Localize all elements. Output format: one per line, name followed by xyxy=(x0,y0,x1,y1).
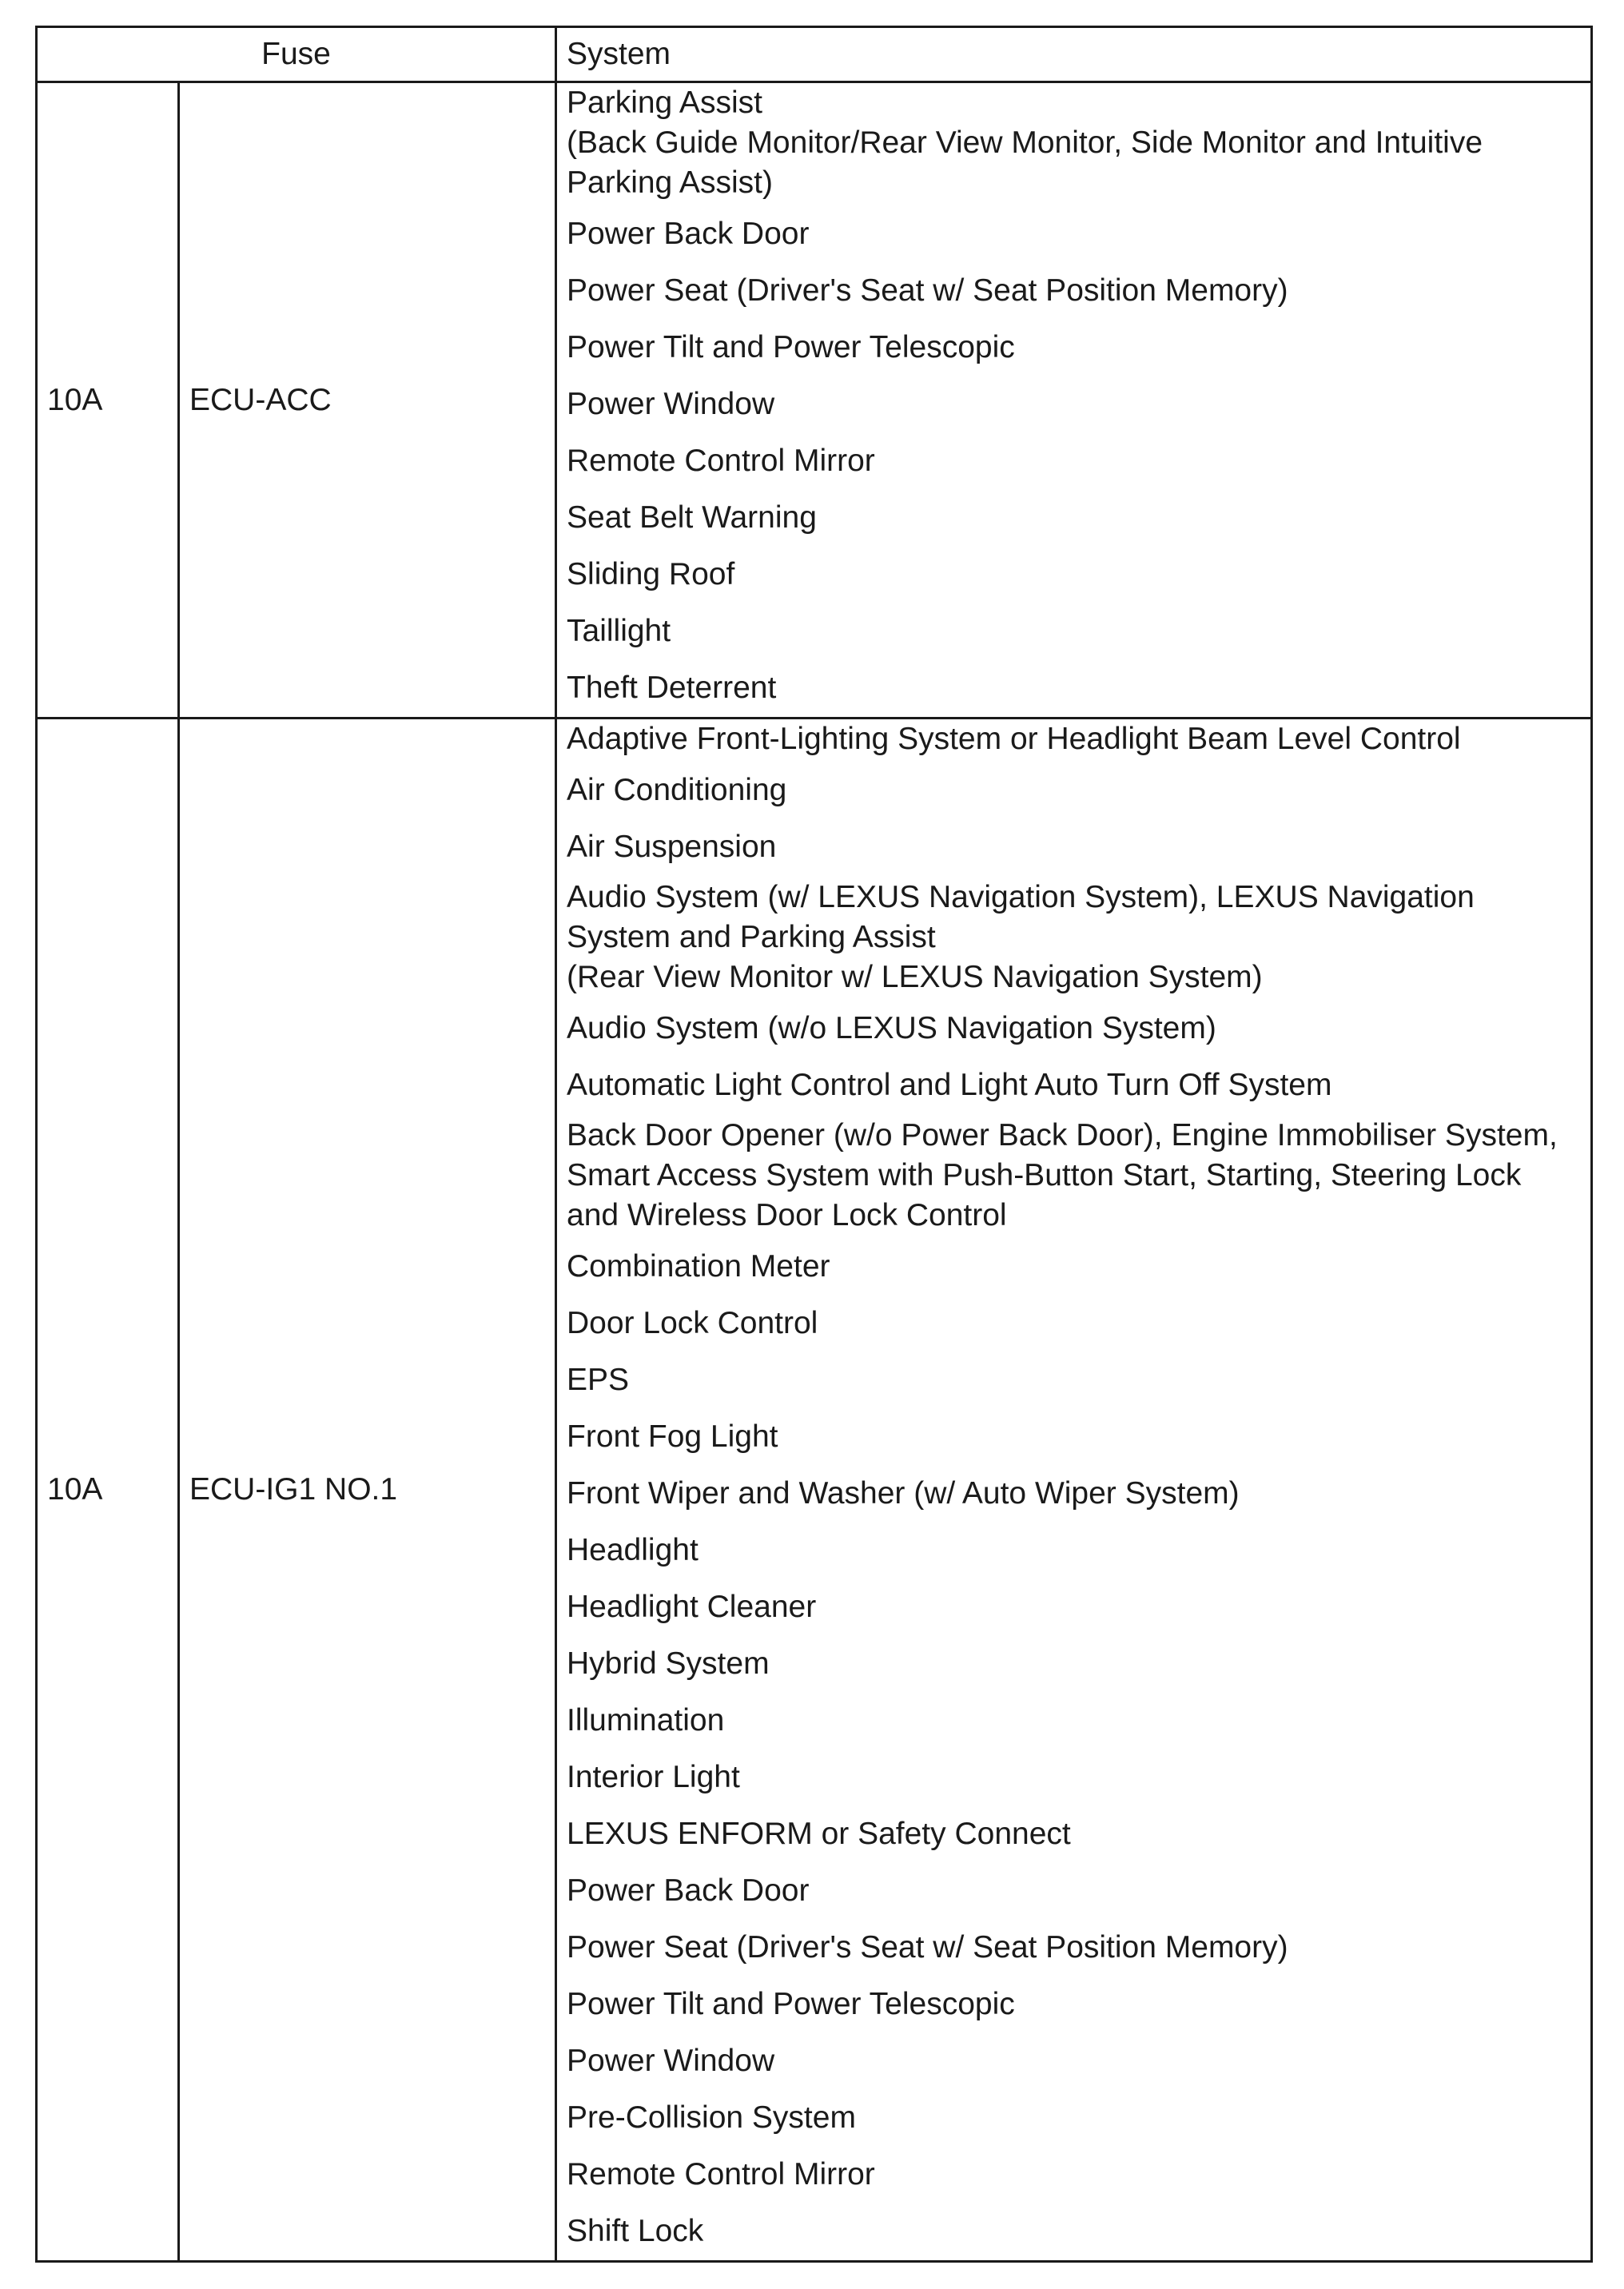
system-item: Back Door Opener (w/o Power Back Door), Engine Immobiliser System, Smart Access System with Push-Button Start, Starting, Steering Lock and Wireless Door Lock Control xyxy=(567,1118,1558,1232)
table-row xyxy=(37,82,1592,719)
table-row xyxy=(37,719,1592,2262)
system-item: Adaptive Front-Lighting System or Headlight Beam Level Control xyxy=(567,722,1461,756)
system-item: Air Suspension xyxy=(567,830,777,864)
system-item: Front Wiper and Washer (w/ Auto Wiper System) xyxy=(567,1476,1240,1511)
system-item: Air Conditioning xyxy=(567,773,787,807)
system-item: Power Tilt and Power Telescopic xyxy=(567,1987,1015,2021)
system-item: Remote Control Mirror xyxy=(567,444,875,478)
system-item: Hybrid System xyxy=(567,1646,770,1681)
system-item: Taillight xyxy=(567,614,671,648)
system-item: Combination Meter xyxy=(567,1249,830,1284)
systems-cell xyxy=(556,719,1592,2262)
system-item: Seat Belt Warning xyxy=(567,500,817,535)
system-item: Audio System (w/ LEXUS Navigation System), LEXUS Navigation System and Parking Assist (Rear View Monitor w/ LEXUS Navigation System) xyxy=(567,880,1475,994)
fuse-name: ECU-IG1 NO.1 xyxy=(179,719,556,2262)
system-item: Power Seat (Driver's Seat w/ Seat Position Memory) xyxy=(567,273,1288,308)
system-item: Theft Deterrent xyxy=(567,671,777,705)
fuse-amperage: 10A xyxy=(37,82,179,719)
system-item: EPS xyxy=(567,1363,630,1397)
system-item: Shift Lock xyxy=(567,2214,704,2248)
system-item: Sliding Roof xyxy=(567,557,735,591)
system-item: Front Fog Light xyxy=(567,1419,778,1454)
system-item: LEXUS ENFORM or Safety Connect xyxy=(567,1817,1071,1851)
system-item: Headlight xyxy=(567,1533,699,1567)
system-item: Power Window xyxy=(567,387,775,421)
system-item: Door Lock Control xyxy=(567,1306,818,1340)
system-item: Power Seat (Driver's Seat w/ Seat Position Memory) xyxy=(567,1930,1288,1965)
system-item: Pre-Collision System xyxy=(567,2100,856,2135)
system-item: Interior Light xyxy=(567,1760,740,1794)
system-item: Power Back Door xyxy=(567,217,810,251)
fuse-system-table xyxy=(35,26,1593,2263)
fuse-name: ECU-ACC xyxy=(179,82,556,719)
system-column-header: System xyxy=(556,27,1592,82)
system-item: Power Back Door xyxy=(567,1873,810,1908)
systems-cell xyxy=(556,82,1592,719)
fuse-amperage: 10A xyxy=(37,719,179,2262)
system-item: Headlight Cleaner xyxy=(567,1590,817,1624)
table-header-row xyxy=(37,27,1592,82)
system-item: Parking Assist (Back Guide Monitor/Rear View Monitor, Side Monitor and Intuitive Parking Assist) xyxy=(567,86,1483,200)
system-item: Illumination xyxy=(567,1703,725,1738)
system-item: Audio System (w/o LEXUS Navigation System) xyxy=(567,1011,1216,1045)
system-item: Automatic Light Control and Light Auto Turn Off System xyxy=(567,1068,1332,1102)
system-item: Power Tilt and Power Telescopic xyxy=(567,330,1015,364)
system-item: Remote Control Mirror xyxy=(567,2157,875,2191)
table-body xyxy=(37,82,1592,2262)
fuse-column-header: Fuse xyxy=(37,27,556,82)
system-item: Power Window xyxy=(567,2044,775,2078)
